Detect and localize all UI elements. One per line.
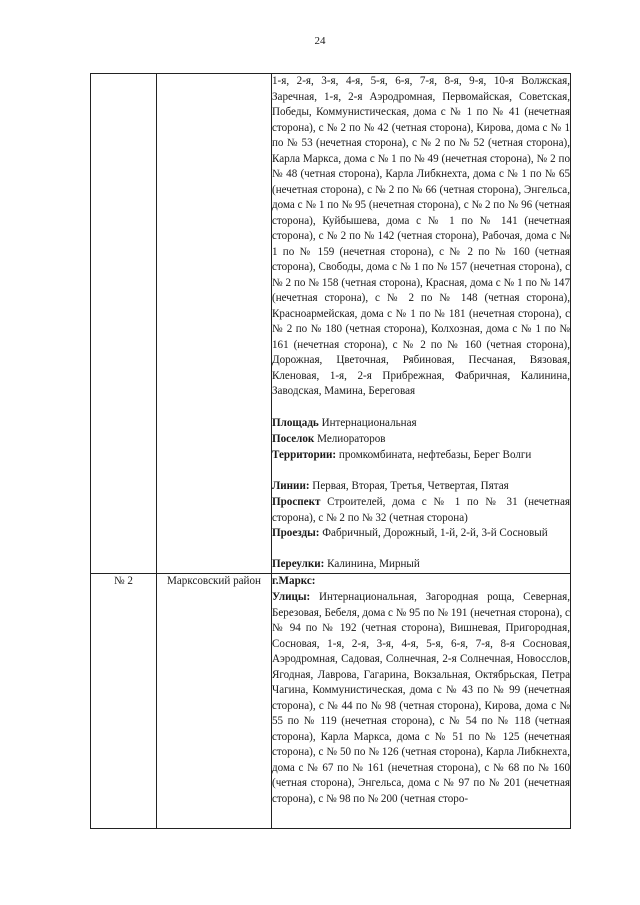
row-number-cell xyxy=(91,74,157,574)
avenue-paragraph xyxy=(272,495,570,526)
streets-label: Улицы: xyxy=(272,591,311,603)
lines-paragraph xyxy=(272,479,570,495)
lines-label: Линии: xyxy=(272,480,310,492)
streets-paragraph xyxy=(272,590,570,828)
lanes-text: Калинина, Мирный xyxy=(324,558,420,570)
table-row xyxy=(91,574,571,829)
square-label: Площадь xyxy=(272,417,319,429)
streets-text: Интернациональная, Загородная роща, Северная, Березовая, Бебеля, дома с № 95 по № 191 (нечетная сторона), с № 94 по № 192 (четная сторона), Вишневая, Пригородная, Сосновая, 1-я, 2-я, 3-я, 4-я, 5-я, 6-я, 7-я, 8-я Сосновая, Аэродромная, Садовая, Солнечная, 2-я Солнечная, Новосслов, Ягодная, Лаврова, Гагарина, Вокзальная, Октябрьская, Петра Чагина, Коммунистическая, дома с № 43 по № 99 (нечетная сторона), с № 44 по № 98 (четная сторона), Кирова, дома с № 55 по № 119 (нечетная сторона), с № 54 по № 118 (четная сторона), Карла Маркса, дома с № 51 по № 125 (нечетная сторона), с № 50 по № 126 (четная сторона), Карла Либкнехта, дома с № 67 по № 161 (нечетная сторона), с № 68 по № 160 (четная сторона), Энгельса, дома с № 97 по № 201 (нечетная сторона), с № 98 по № 200 (четная сторо- xyxy=(272,591,570,805)
avenue-label: Проспект xyxy=(272,496,321,508)
passages-label: Проезды: xyxy=(272,527,320,539)
district-streets-table xyxy=(90,73,571,829)
passages-text: Фабричный, Дорожный, 1-й, 2-й, 3-й Сосновый xyxy=(319,527,548,539)
settlement-text: Мелиораторов xyxy=(314,433,386,445)
page-number: 24 xyxy=(314,35,326,47)
district-name-cell xyxy=(157,74,272,574)
streets-cell xyxy=(272,574,571,829)
row-number-cell: № 2 xyxy=(91,574,157,829)
city-paragraph xyxy=(272,574,570,590)
city-label: г.Маркс: xyxy=(272,575,316,587)
settlement-label: Поселок xyxy=(272,433,315,445)
territories-text: промкомбината, нефтебазы, Берег Волги xyxy=(336,449,532,461)
entry-text: 1-я, 2-я, 3-я, 4-я, 5-я, 6-я, 7-я, 8-я, 9-я, 10-я Волжская, Заречная, 1-я, 2-я Аэродромная, Первомайская, Советская, Победы, Коммунистическая, дома с № 1 по № 41 (нечетная сторона), с № 2 по № 42 (четная сторона), Кирова, дома с № 1 по № 53 (нечетная сторона), с № 2 по № 52 (четная сторона), Карла Маркса, дома с № 1 по № 49 (нечетная сторона), № 2 по № 48 (четная сторона), Карла Либкнехта, дома с № 1 по № 65 (нечетная сторона), с № 2 по № 66 (четная сторона), Энгельса, дома с № 1 по № 95 (нечетная сторона), с № 2 по № 96 (четная сторона), Куйбышева, дома с № 1 по № 141 (нечетная сторона), с № 2 по № 142 (четная сторона), Рабочая, дома с № 1 по № 159 (нечетная сторона), с № 2 по № 160 (четная сторона), Свободы, дома с № 1 по № 157 (нечетная сторона), с № 2 по № 158 (четная сторона), Красная, дома с № 1 по № 147 (нечетная сторона), с № 2 по № 148 (четная сторона), Красноармейская, дома с № 1 по № 181 (нечетная сторона), с № 2 по № 180 (четная сторона), Колхозная, дома с № 1 по № 161 (нечетная сторона), с № 2 по № 160 (четная сторона), Дорожная, Цветочная, Рябиновая, Песчаная, Вязовая, Кленовая, 1-я, 2-я Прибрежная, Фабричная, Калинина, Заводская, Мамина, Береговая xyxy=(272,75,570,397)
lanes-label: Переулки: xyxy=(272,558,325,570)
territories-label: Территории: xyxy=(272,449,337,461)
territories-paragraph xyxy=(272,448,570,479)
passages-paragraph xyxy=(272,526,570,557)
streets-cell xyxy=(272,74,571,574)
settlement-paragraph xyxy=(272,432,570,448)
lines-text: Первая, Вторая, Третья, Четвертая, Пятая xyxy=(309,480,509,492)
district-name-cell: Марксовский район xyxy=(157,574,272,829)
lanes-paragraph xyxy=(272,557,570,573)
square-text: Интернациональная xyxy=(318,417,417,429)
avenue-text: Строителей, дома с № 1 по № 31 (нечетная сторона), с № 2 по № 32 (четная сторона) xyxy=(272,496,570,524)
square-paragraph xyxy=(272,416,570,432)
streets-paragraph xyxy=(272,74,570,416)
table-row xyxy=(91,74,571,574)
